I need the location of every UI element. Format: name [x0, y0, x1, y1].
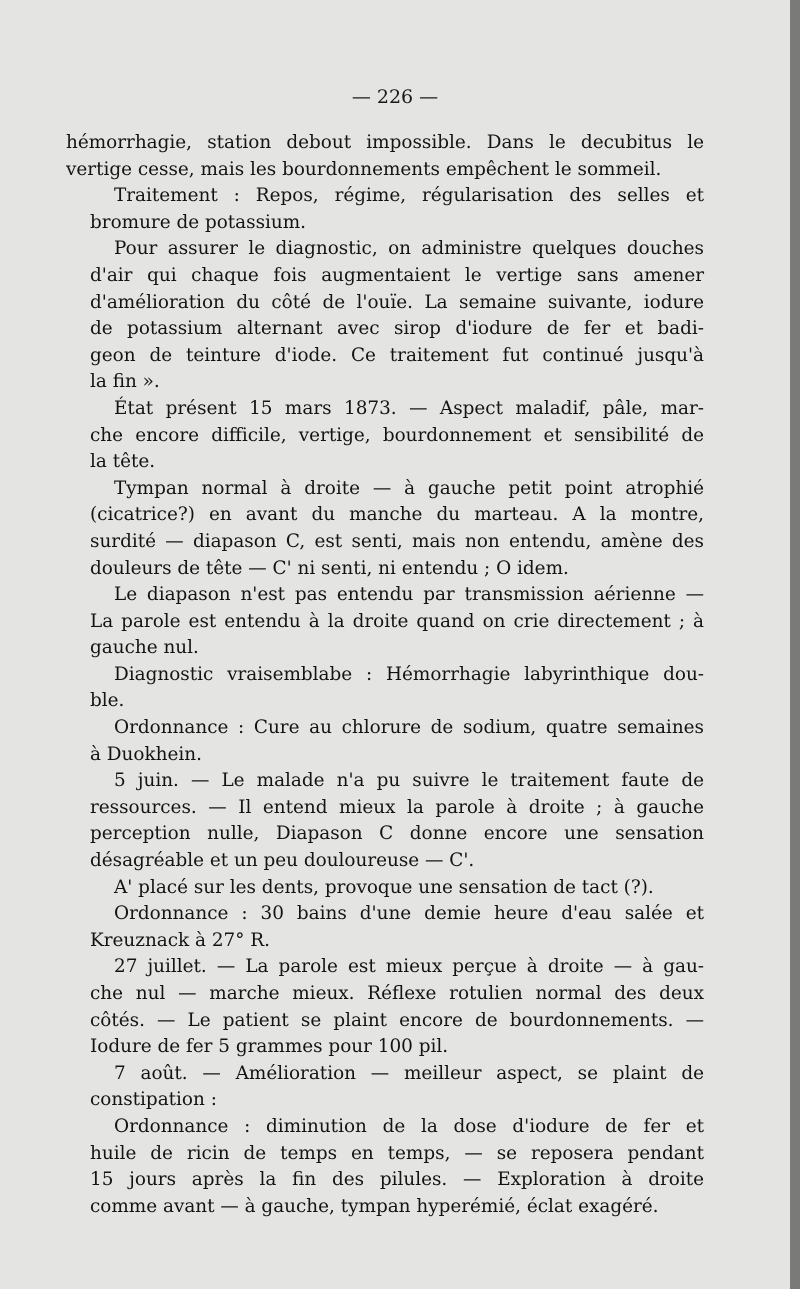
text-line: che nul — marche mieux. Réflexe rotulien normal des deux — [90, 983, 704, 1004]
text-line: de potassium alternant avec sirop d'iodure de fer et badi- — [90, 318, 704, 340]
text-line: surdité — diapason C, est senti, mais non entendu, amène des — [90, 530, 704, 552]
text-line: (cicatrice?) en avant du manche du marteau. A la montre, — [90, 504, 704, 526]
text-line: Kreuznack à 27° R. — [90, 929, 270, 951]
text-line: d'air qui chaque fois augmentaient le vertige sans amener — [90, 264, 704, 286]
text-line: Diagnostic vraisemblabe : Hémorrhagie labyrinthique dou- — [114, 663, 704, 685]
paragraph — [66, 582, 704, 662]
text-line: geon de teinture d'iode. Ce traitement fut continué jusqu'à — [90, 344, 704, 366]
text-line: Traitement : Repos, régime, régularisation des selles et — [114, 185, 704, 207]
text-line: vertige cesse, mais les bourdonnements empêchent le sommeil. — [66, 158, 662, 180]
text-line: ressources. — Il entend mieux la parole à droite ; à gauche — [90, 796, 704, 818]
text-line: Tympan normal à droite — à gauche petit point atrophié — [114, 477, 704, 499]
paragraph — [66, 183, 704, 236]
paragraph — [66, 476, 704, 582]
paragraph — [66, 396, 704, 476]
text-line: comme avant — à gauche, tympan hyperémié, éclat exagéré. — [90, 1195, 659, 1217]
text-line: Iodure de fer 5 grammes pour 100 pil. — [90, 1036, 449, 1058]
body-text — [66, 130, 704, 1220]
text-line: d'amélioration du côté de l'ouïe. La semaine suivante, iodure — [90, 291, 704, 313]
text-line: 15 jours après la fin des pilules. — Exploration à droite — [90, 1169, 704, 1191]
text-line: Ordonnance : Cure au chlorure de sodium, quatre semaines — [114, 717, 704, 739]
paragraph — [66, 715, 704, 768]
text-line: perception nulle, Diapason C donne encore une sensation — [90, 823, 704, 845]
text-line: La parole est entendu à la droite quand on crie directement ; à — [90, 610, 704, 632]
text-line: Le diapason n'est pas entendu par transmission aérienne — — [114, 584, 704, 606]
text-line: bromure de potassium. — [90, 211, 307, 233]
text-line: 5 juin. — Le malade n'a pu suivre le traitement faute de — [114, 770, 704, 792]
text-line: la tête. — [90, 451, 156, 473]
paragraph — [66, 130, 704, 183]
paragraph — [66, 901, 704, 954]
text-line: État présent 15 mars 1873. — Aspect maladif, pâle, mar- — [114, 397, 704, 419]
page-edge-shadow — [790, 0, 800, 1289]
paragraph — [66, 1114, 704, 1220]
text-line: huile de ricin de temps en temps, — se reposera pendant — [90, 1142, 704, 1164]
text-line: gauche nul. — [90, 637, 199, 659]
paragraph — [66, 236, 704, 396]
text-line: Pour assurer le diagnostic, on administre quelques douches — [114, 238, 704, 260]
paragraph — [66, 1061, 704, 1114]
text-line: hémorrhagie, station debout impossible. Dans le decubitus le — [66, 132, 704, 153]
text-line: constipation : — [90, 1089, 217, 1111]
text-line: che encore difficile, vertige, bourdonnement et sensibilité de — [90, 424, 704, 446]
text-line: 27 juillet. — La parole est mieux perçue à droite — à gau- — [114, 956, 704, 978]
text-line: Ordonnance : diminution de la dose d'iodure de fer et — [114, 1115, 704, 1137]
paragraph — [66, 954, 704, 1060]
page-number: — 226 — — [351, 86, 439, 108]
text-line: Ordonnance : 30 bains d'une demie heure d'eau salée et — [114, 903, 704, 925]
text-line: à Duokhein. — [90, 743, 202, 765]
text-line: côtés. — Le patient se plaint encore de bourdonnements. — — [90, 1009, 704, 1031]
text-line: 7 août. — Amélioration — meilleur aspect, se plaint de — [114, 1062, 704, 1084]
paragraph — [66, 768, 704, 874]
paragraph — [66, 662, 704, 715]
text-line: désagréable et un peu douloureuse — C'. — [90, 850, 475, 872]
text-line: la fin ». — [90, 371, 160, 393]
text-line: douleurs de tête — C' ni senti, ni entendu ; O idem. — [90, 557, 569, 579]
text-line: ble. — [90, 690, 125, 712]
text-line: A' placé sur les dents, provoque une sensation de tact (?). — [114, 876, 654, 898]
paragraph — [66, 875, 704, 902]
